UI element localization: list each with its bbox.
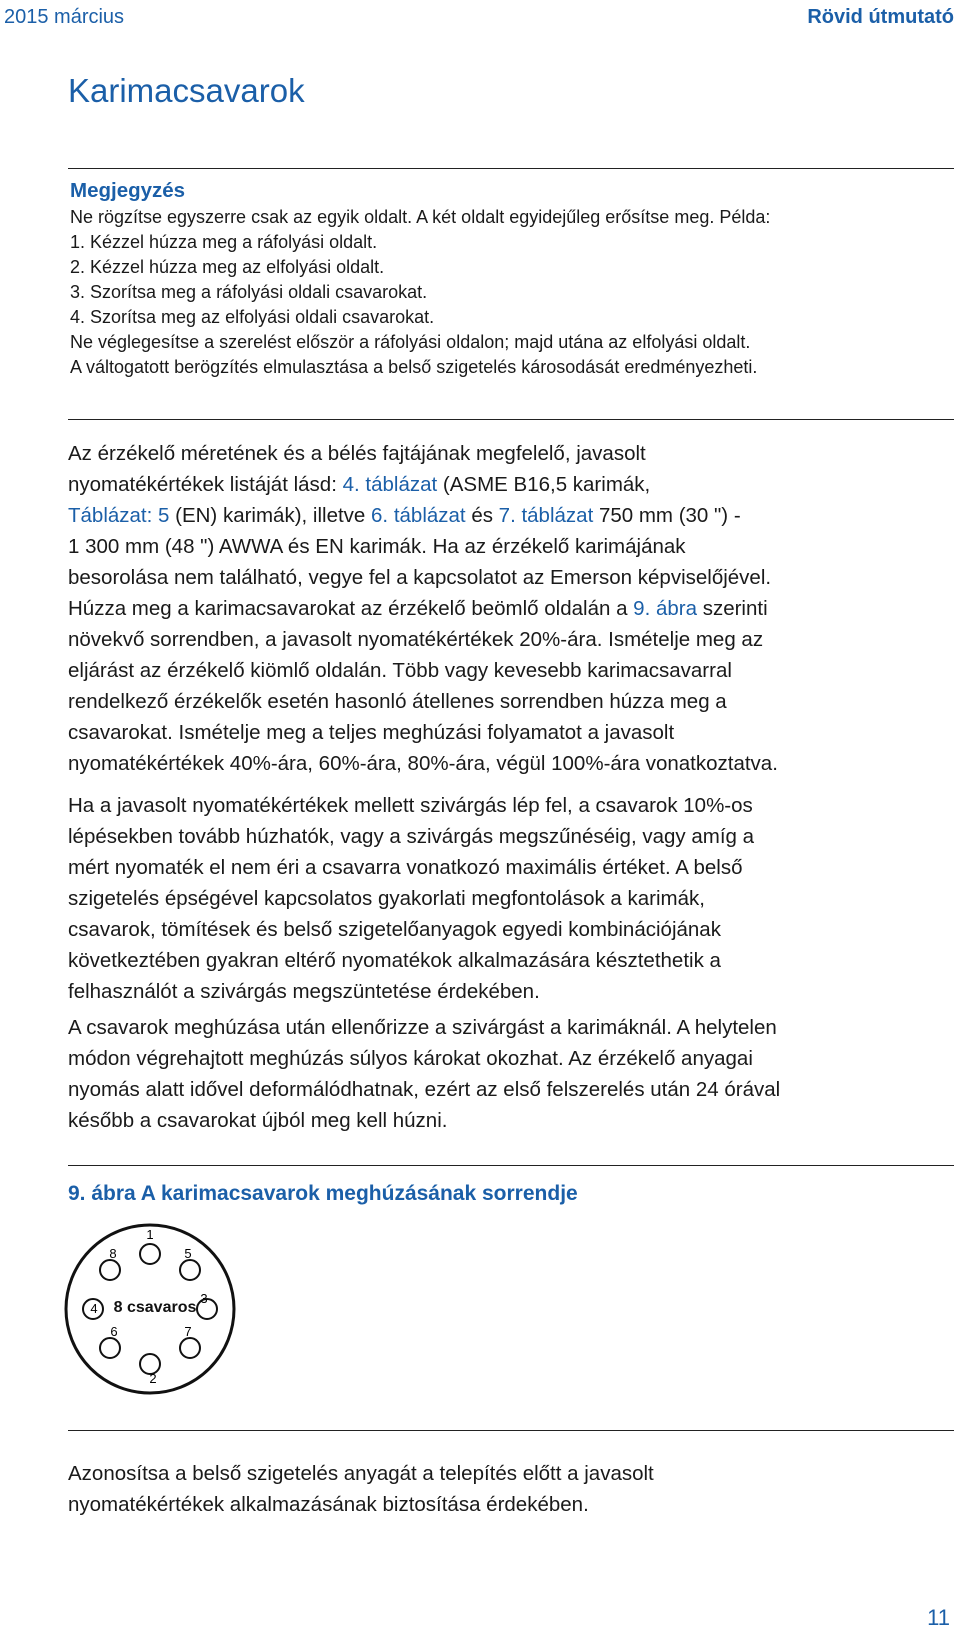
- bolt-hole-8: [100, 1260, 120, 1280]
- text-line: lépésekben tovább húzhatók, vagy a szivárgás megszűnéséig, vagy amíg a: [68, 825, 755, 848]
- divider: [68, 1430, 954, 1431]
- figure-title: 9. ábra A karimacsavarok meghúzásának sorrendje: [68, 1182, 578, 1205]
- text-span: nyomatékértékek listáját lásd:: [68, 473, 343, 496]
- text-span: és: [465, 504, 499, 527]
- text-line: csavarokat. Ismételje meg a teljes meghúzási folyamatot a javasolt: [68, 721, 675, 744]
- bolt-hole-7: [180, 1338, 200, 1358]
- divider: [68, 419, 954, 420]
- note-line: 2. Kézzel húzza meg az elfolyási oldalt.: [70, 257, 385, 277]
- bolt-number-7: 7: [184, 1324, 192, 1339]
- text-line: felhasználót a szivárgás megszüntetése érdekében.: [68, 980, 540, 1003]
- text-line: szigetelés épségével kapcsolatos gyakorlati megfontolások a karimák,: [68, 887, 705, 910]
- bolt-number-8: 8: [109, 1246, 117, 1261]
- text-line: A csavarok meghúzása után ellenőrizze a szivárgást a karimáknál. A helytelen: [68, 1016, 777, 1039]
- link-table-5[interactable]: Táblázat: 5: [68, 504, 170, 527]
- page-title: Karimacsavarok: [68, 72, 305, 109]
- text-span: 750 mm (30 ") -: [593, 504, 741, 527]
- text-line: rendelkező érzékelők esetén hasonló átellenes sorrendben húzza meg a: [68, 690, 727, 713]
- bolt-number-4: 4: [90, 1301, 98, 1316]
- bolt-hole-1: [140, 1244, 160, 1264]
- bolt-number-2: 2: [149, 1371, 157, 1386]
- text-line: [68, 500, 958, 531]
- text-line: csavarok, tömítések és belső szigetelőanyagok egyedi kombinációjának: [68, 918, 721, 941]
- link-figure-9[interactable]: 9. ábra: [633, 597, 697, 620]
- text-span: (ASME B16,5 karimák,: [437, 473, 651, 496]
- text-line: nyomás alatt idővel deformálódhatnak, ezért az első felszerelés után 24 órával: [68, 1078, 781, 1101]
- text-line: következtében gyakran eltérő nyomatékok alkalmazására késztethetik a: [68, 949, 721, 972]
- retighten-paragraph: [68, 1012, 958, 1136]
- text-line: növekvő sorrendben, a javasolt nyomatékértékek 20%-ára. Ismételje meg az: [68, 628, 764, 651]
- leak-paragraph: [68, 790, 958, 1007]
- note-title: Megjegyzés: [70, 179, 186, 202]
- link-table-6[interactable]: 6. táblázat: [371, 504, 466, 527]
- header-title: Rövid útmutató: [807, 6, 954, 28]
- note-line: Ne rögzítse egyszerre csak az egyik oldalt. A két oldalt egyidejűleg erősítse meg. Példa:: [70, 207, 771, 227]
- text-span: (EN) karimák), illetve: [169, 504, 372, 527]
- bolt-number-3: 3: [200, 1291, 208, 1306]
- note-line: 4. Szorítsa meg az elfolyási oldali csavarokat.: [70, 307, 435, 327]
- text-line: Azonosítsa a belső szigetelés anyagát a telepítés előtt a javasolt: [68, 1462, 654, 1485]
- text-line: később a csavarokat újból meg kell húzni.: [68, 1109, 448, 1132]
- text-line: nyomatékértékek alkalmazásának biztosítása érdekében.: [68, 1493, 589, 1516]
- note-line: A váltogatott berögzítés elmulasztása a belső szigetelés károsodását eredményezheti.: [70, 357, 758, 377]
- text-line: [68, 469, 958, 500]
- torque-paragraph: [68, 438, 958, 779]
- bolt-hole-5: [180, 1260, 200, 1280]
- text-line: Ha a javasolt nyomatékértékek mellett szivárgás lép fel, a csavarok 10%-os: [68, 794, 753, 817]
- text-line: mért nyomaték el nem éri a csavarra vonatkozó maximális értéket. A belső: [68, 856, 743, 879]
- bolt-sequence-diagram: [60, 1220, 240, 1400]
- note-line: Ne véglegesítse a szerelést először a ráfolyási oldalon; majd utána az elfolyási oldalt.: [70, 332, 751, 352]
- divider: [68, 168, 954, 169]
- note-box: [70, 178, 950, 380]
- text-line: besorolása nem található, vegye fel a kapcsolatot az Emerson képviselőjével.: [68, 566, 772, 589]
- insulation-paragraph: [68, 1458, 948, 1520]
- bolt-hole-6: [100, 1338, 120, 1358]
- header-date: 2015 március: [4, 6, 125, 28]
- page-number: 11: [927, 1605, 950, 1630]
- text-span: Húzza meg a karimacsavarokat az érzékelő beömlő oldalán a: [68, 597, 634, 620]
- text-line: [68, 593, 958, 624]
- note-line: 3. Szorítsa meg a ráfolyási oldali csavarokat.: [70, 282, 428, 302]
- bolt-number-1: 1: [146, 1227, 154, 1242]
- bolt-count-label: 8 csavaros: [113, 1299, 197, 1316]
- text-line: eljárást az érzékelő kiömlő oldalán. Több vagy kevesebb karimacsavarral: [68, 659, 732, 682]
- text-line: nyomatékértékek 40%-ára, 60%-ára, 80%-ára, végül 100%-ára vonatkoztatva.: [68, 752, 778, 775]
- divider: [68, 1165, 954, 1166]
- text-line: Az érzékelő méretének és a bélés fajtájának megfelelő, javasolt: [68, 442, 646, 465]
- bolt-number-5: 5: [184, 1246, 192, 1261]
- note-line: 1. Kézzel húzza meg a ráfolyási oldalt.: [70, 232, 378, 252]
- text-span: szerinti: [697, 597, 768, 620]
- link-table-7[interactable]: 7. táblázat: [498, 504, 594, 527]
- text-line: 1 300 mm (48 ") AWWA és EN karimák. Ha az érzékelő karimájának: [68, 535, 686, 558]
- link-table-4[interactable]: 4. táblázat: [342, 473, 438, 496]
- bolt-number-6: 6: [110, 1324, 118, 1339]
- text-line: módon végrehajtott meghúzás súlyos károkat okozhat. Az érzékelő anyagai: [68, 1047, 753, 1070]
